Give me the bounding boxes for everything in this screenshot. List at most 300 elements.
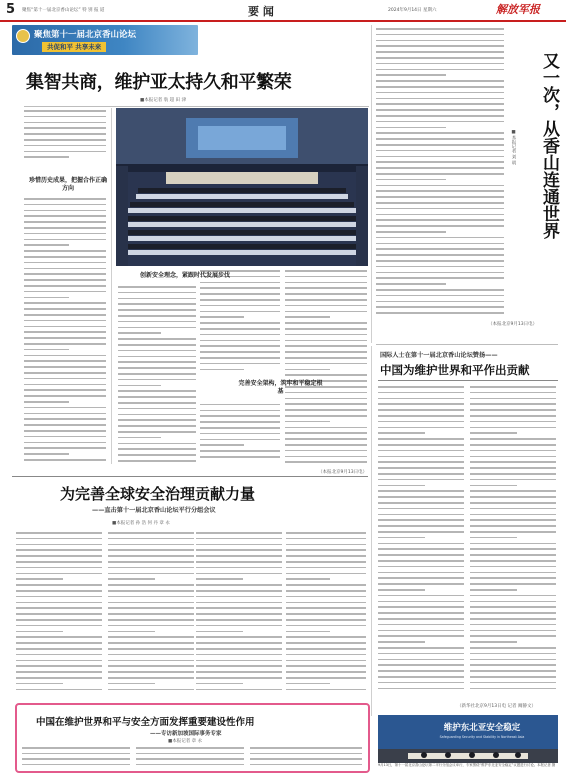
text-line [16,561,102,563]
text-line [470,647,556,649]
text-line [108,573,194,575]
text-line [118,379,196,381]
text-line [470,403,556,405]
text-line [24,250,106,252]
text-line [286,683,330,685]
text-line [24,297,69,299]
text-line [24,256,106,258]
text-line [16,677,102,679]
text-line [24,233,106,235]
text-line [196,602,282,604]
text-line [108,689,194,691]
text-line [285,374,367,376]
bottom-photo-caption: 9月13日，第十一届北京香山论坛第二平行分组会议举行，专家围绕“维护东北亚安全稳定”议题进行讨论。本报记者 摄 [378,763,558,775]
text-line [118,431,196,433]
text-line [376,28,504,30]
text-line [108,619,194,621]
text-line [285,287,367,289]
column-rule [371,25,372,343]
text-line [286,567,366,569]
text-line [196,573,282,575]
text-line [285,438,367,440]
text-line [196,607,282,609]
text-line [16,590,102,592]
text-line [378,392,464,394]
text-line [285,461,367,463]
text-line [470,653,556,655]
text-line [24,349,69,351]
text-line [200,305,280,307]
text-line [470,502,556,504]
text-line [378,624,464,626]
text-line [200,334,280,336]
text-line [108,567,194,569]
text-line [376,248,504,250]
text-line [376,214,504,216]
text-line [378,635,464,637]
text-line [118,344,196,346]
text-line [196,584,282,586]
text-line [118,448,196,450]
text-line [378,438,464,440]
text-line [200,311,280,313]
text-line [286,631,330,633]
text-line [376,161,504,163]
text-line [200,450,280,452]
banner-text-bottom: Safeguarding Security and Stability in Northeast Asia [439,735,525,739]
text-line [118,414,196,416]
text-line [378,630,464,632]
text-line [200,316,244,318]
text-line [378,548,464,550]
text-line [108,549,194,551]
text-line [196,561,282,563]
text-line [108,602,194,604]
text-line [285,340,367,342]
right-signoff: （新华社北京9月13日电 记者 阚静文） [457,704,536,709]
text-line [250,753,362,755]
text-line [250,764,362,766]
text-line [376,80,504,82]
banner-emblem [16,29,30,43]
lead-rule [24,106,369,107]
text-line [470,514,556,516]
text-line [286,532,366,534]
text-line [470,531,556,533]
text-line [470,641,517,643]
text-line [286,549,366,551]
text-line [24,418,106,420]
text-line [16,578,63,580]
text-line [196,636,282,638]
bottom-byline: ■本报记者 章 永 [168,739,203,744]
text-line [24,291,106,293]
text-line [376,173,504,175]
side-byline: ■本报记者 孙 浩 何 丹 章 永 [112,521,170,526]
text-line [24,221,106,223]
text-line [108,683,155,685]
text-line [470,444,556,446]
text-line [470,577,556,579]
text-line [378,456,464,458]
text-line [376,295,504,297]
text-line [376,34,504,36]
text-line [470,525,556,527]
text-line [24,424,106,426]
text-line [470,670,556,672]
text-line [118,390,196,392]
text-line [118,309,196,311]
text-line [378,572,464,574]
text-line [24,413,106,415]
text-line [286,619,366,621]
text-line [24,320,106,322]
text-line [470,438,556,440]
text-line [250,758,362,760]
text-line [286,573,366,575]
text-line [376,144,504,146]
text-line [376,231,446,233]
text-line [470,485,517,487]
section-rule [376,344,558,345]
text-line [24,337,106,339]
text-line [378,415,464,417]
text-line [378,444,464,446]
text-line [285,450,367,452]
text-line [118,361,196,363]
text-line [24,360,106,362]
text-line [118,408,196,410]
text-line [24,285,106,287]
text-line [376,86,504,88]
text-line [378,601,464,603]
text-line [285,409,367,411]
bottom-headline: 中国在维护世界和平与安全方面发挥重要建设性作用 [36,717,255,728]
text-line [200,328,280,330]
text-line [378,537,425,539]
text-line [24,395,106,397]
text-line [285,403,367,405]
text-line [200,345,280,347]
text-line [286,625,366,627]
text-line [378,409,464,411]
commentary-signoff: （本报北京9月13日电） [488,322,538,327]
text-line [196,689,282,691]
text-line [196,549,282,551]
text-line [24,453,69,455]
text-line [108,636,194,638]
text-line [470,479,556,481]
text-line [16,665,102,667]
text-line [378,653,464,655]
text-line [376,115,504,117]
text-line [376,132,504,134]
text-line [470,496,556,498]
text-line [470,676,556,678]
text-line [285,345,367,347]
lead-subhead-1: 珍惜历史成果，把握合作正确方向 [28,177,107,192]
text-line [24,116,106,118]
text-line [285,415,367,417]
text-line [118,460,196,462]
bottom-photo-banner [422,721,542,739]
date: 2024年9月14日 星期六 [388,8,437,13]
text-line [378,473,464,475]
text-line [378,676,464,678]
text-line [378,398,464,400]
text-line [286,602,366,604]
text-line [470,635,556,637]
masthead [0,0,566,22]
text-line [470,560,556,562]
text-line [24,156,69,158]
side-subtitle: ——直击第十一届北京香山论坛平行分组会议 [92,507,216,514]
text-line [285,427,367,429]
text-line [376,98,504,100]
text-line [196,619,282,621]
text-line [24,442,106,444]
text-line [24,355,106,357]
text-line [470,409,556,411]
text-line [378,670,464,672]
text-line [470,473,556,475]
text-line [376,92,504,94]
text-line [286,607,366,609]
mid-subhead-1: 创新安全理念，紧跟时代发展步伐 [140,272,231,279]
text-line [376,266,504,268]
text-line [376,260,504,262]
text-line [285,421,330,423]
text-line [108,596,194,598]
text-line [470,427,556,429]
text-line [118,454,196,456]
text-line [24,198,106,200]
text-line [286,584,366,586]
text-line [108,648,194,650]
text-line [108,584,194,586]
commentary-headline [520,52,560,239]
text-line [378,577,464,579]
text-line [376,150,504,152]
text-line [16,555,102,557]
text-line [470,583,556,585]
text-line [196,665,282,667]
text-line [470,601,556,603]
text-line [118,315,196,317]
text-line [24,139,106,141]
text-line [118,303,196,305]
text-line [285,444,367,446]
text-line [470,688,556,690]
text-line [136,758,244,760]
text-line [470,456,556,458]
text-line [16,631,63,633]
text-line [108,660,194,662]
text-line [376,103,504,105]
banner-subtitle: 共促和平 共享未来 [42,42,106,52]
text-line [285,322,367,324]
text-line [376,190,504,192]
text-line [376,301,504,303]
text-line [378,508,464,510]
text-line [16,654,102,656]
text-line [16,567,102,569]
text-line [378,386,464,388]
text-line [118,286,196,288]
text-line [24,273,106,275]
text-line [24,436,106,438]
text-line [470,589,517,591]
text-line [24,127,106,129]
text-line [108,625,194,627]
text-line [378,490,464,492]
text-line [196,660,282,662]
text-line [16,671,102,673]
text-line [250,747,362,749]
text-line [118,292,196,294]
text-line [16,636,102,638]
text-line [16,619,102,621]
text-line [16,625,102,627]
text-line [196,538,282,540]
text-line [200,369,244,371]
text-line [200,363,280,365]
text-line [470,566,556,568]
text-line [285,456,367,458]
text-line [136,747,244,749]
text-line [24,210,106,212]
text-line [285,311,367,313]
text-line [285,363,367,365]
text-line [24,268,106,270]
text-line [108,544,194,546]
text-line [118,373,196,375]
text-line [378,606,464,608]
text-line [108,677,194,679]
text-line [118,385,161,387]
text-line [24,262,106,264]
text-line [118,350,196,352]
text-line [24,430,106,432]
text-line [378,589,425,591]
text-line [196,677,282,679]
text-line [376,40,504,42]
text-line [200,439,280,441]
section-title: 要 闻 [248,5,274,18]
text-line [285,293,367,295]
text-line [286,590,366,592]
text-line [285,299,367,301]
text-line [16,532,102,534]
text-line [118,425,196,427]
text-line [378,659,464,661]
text-line [470,548,556,550]
right-rule [378,380,558,381]
text-line [376,45,504,47]
text-line [285,334,367,336]
text-line [378,432,425,434]
text-line [376,109,504,111]
text-line [24,407,106,409]
text-line [470,537,517,539]
text-line [286,636,366,638]
text-line [376,283,446,285]
text-line [376,312,504,314]
column-rule [111,108,112,464]
text-line [200,357,280,359]
text-line [16,573,102,575]
text-line [378,554,464,556]
text-line [196,578,243,580]
text-line [118,298,196,300]
text-line [16,584,102,586]
text-line [470,450,556,452]
text-line [286,654,366,656]
text-line [108,561,194,563]
text-line [24,308,106,310]
text-line [378,560,464,562]
text-line [24,151,106,153]
side-headline: 为完善全球安全治理贡献力量 [60,485,256,503]
text-line [376,237,504,239]
text-line [286,613,366,615]
text-line [200,340,280,342]
text-line [118,419,196,421]
text-line [376,219,504,221]
text-line [470,421,556,423]
commentary-headline-text: 又一次，从香山连通世界 [539,52,559,239]
text-line [470,624,556,626]
text-line [200,299,280,301]
text-line [378,583,464,585]
text-line [200,415,280,417]
text-line [108,578,155,580]
text-line [470,595,556,597]
text-line [286,689,366,691]
text-line [136,753,244,755]
text-line [200,322,280,324]
text-line [286,544,366,546]
text-line [286,648,366,650]
text-line [16,549,102,551]
text-line [376,185,504,187]
text-line [378,525,464,527]
text-line [24,366,106,368]
text-line [285,357,367,359]
text-line [470,630,556,632]
text-line [470,467,556,469]
text-line [378,641,425,643]
text-line [378,566,464,568]
text-line [118,321,196,323]
text-line [22,747,130,749]
text-line [108,613,194,615]
text-line [196,631,243,633]
text-line [376,179,446,181]
text-line [378,595,464,597]
text-line [286,538,366,540]
text-line [108,671,194,673]
bottom-subtitle: ——专访新加坡国际事务专家 [150,731,222,737]
text-line [376,57,504,59]
text-line [285,276,367,278]
text-line [24,110,106,112]
text-line [200,433,280,435]
text-line [376,225,504,227]
text-line [24,215,106,217]
text-line [378,519,464,521]
text-line [24,279,106,281]
